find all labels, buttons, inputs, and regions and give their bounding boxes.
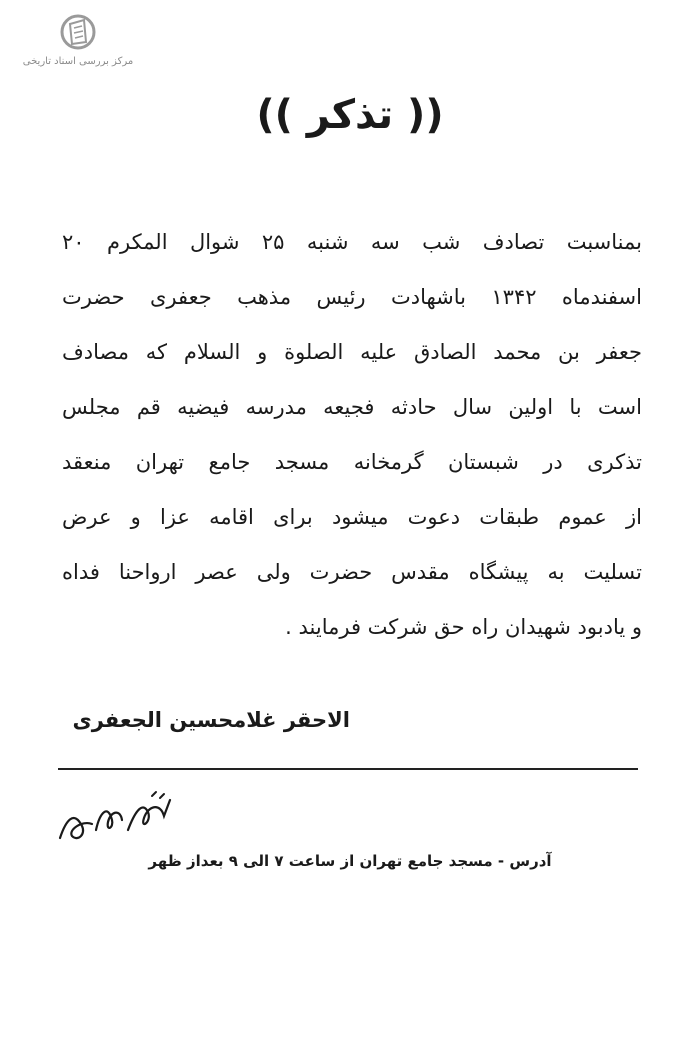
divider-line <box>58 768 638 770</box>
body-line: تسلیت به پیشگاه مقدس حضرت ولی عصر ارواحنا فداه <box>62 560 642 584</box>
watermark-text: مرکز بررسی اسناد تاریخی <box>22 56 134 67</box>
body-line: تذکری در شبستان گرمخانه مسجد جامع تهران منعقد <box>62 450 642 474</box>
body-line: است با اولین سال حادثه فجیعه مدرسه فیضیه قم مجلس <box>62 395 642 419</box>
handwritten-signature-icon <box>52 790 182 850</box>
document-body <box>62 222 642 662</box>
signatory-name: الاحقر غلامحسین الجعفری <box>72 708 350 732</box>
address-line: آدرس - مسجد جامع تهران از ساعت ۷ الی ۹ بعداز ظهر <box>148 852 552 870</box>
body-line: از عموم طبقات دعوت میشود برای اقامه عزا و عرض <box>62 505 642 529</box>
body-line: بمناسبت تصادف شب سه شنبه ۲۵ شوال المکرم ۲۰ <box>62 230 642 254</box>
body-line: جعفر بن محمد الصادق علیه الصلوة و السلام که مصادف <box>62 340 642 364</box>
document-title: (( تذکر )) <box>256 92 444 138</box>
document-archive-logo-icon <box>60 12 96 52</box>
watermark <box>18 12 138 72</box>
body-line: و یادبود شهیدان راه حق شرکت فرمایند . <box>285 615 642 639</box>
body-line: اسفندماه ۱۳۴۲ باشهادت رئیس مذهب جعفری حضرت <box>62 285 642 309</box>
